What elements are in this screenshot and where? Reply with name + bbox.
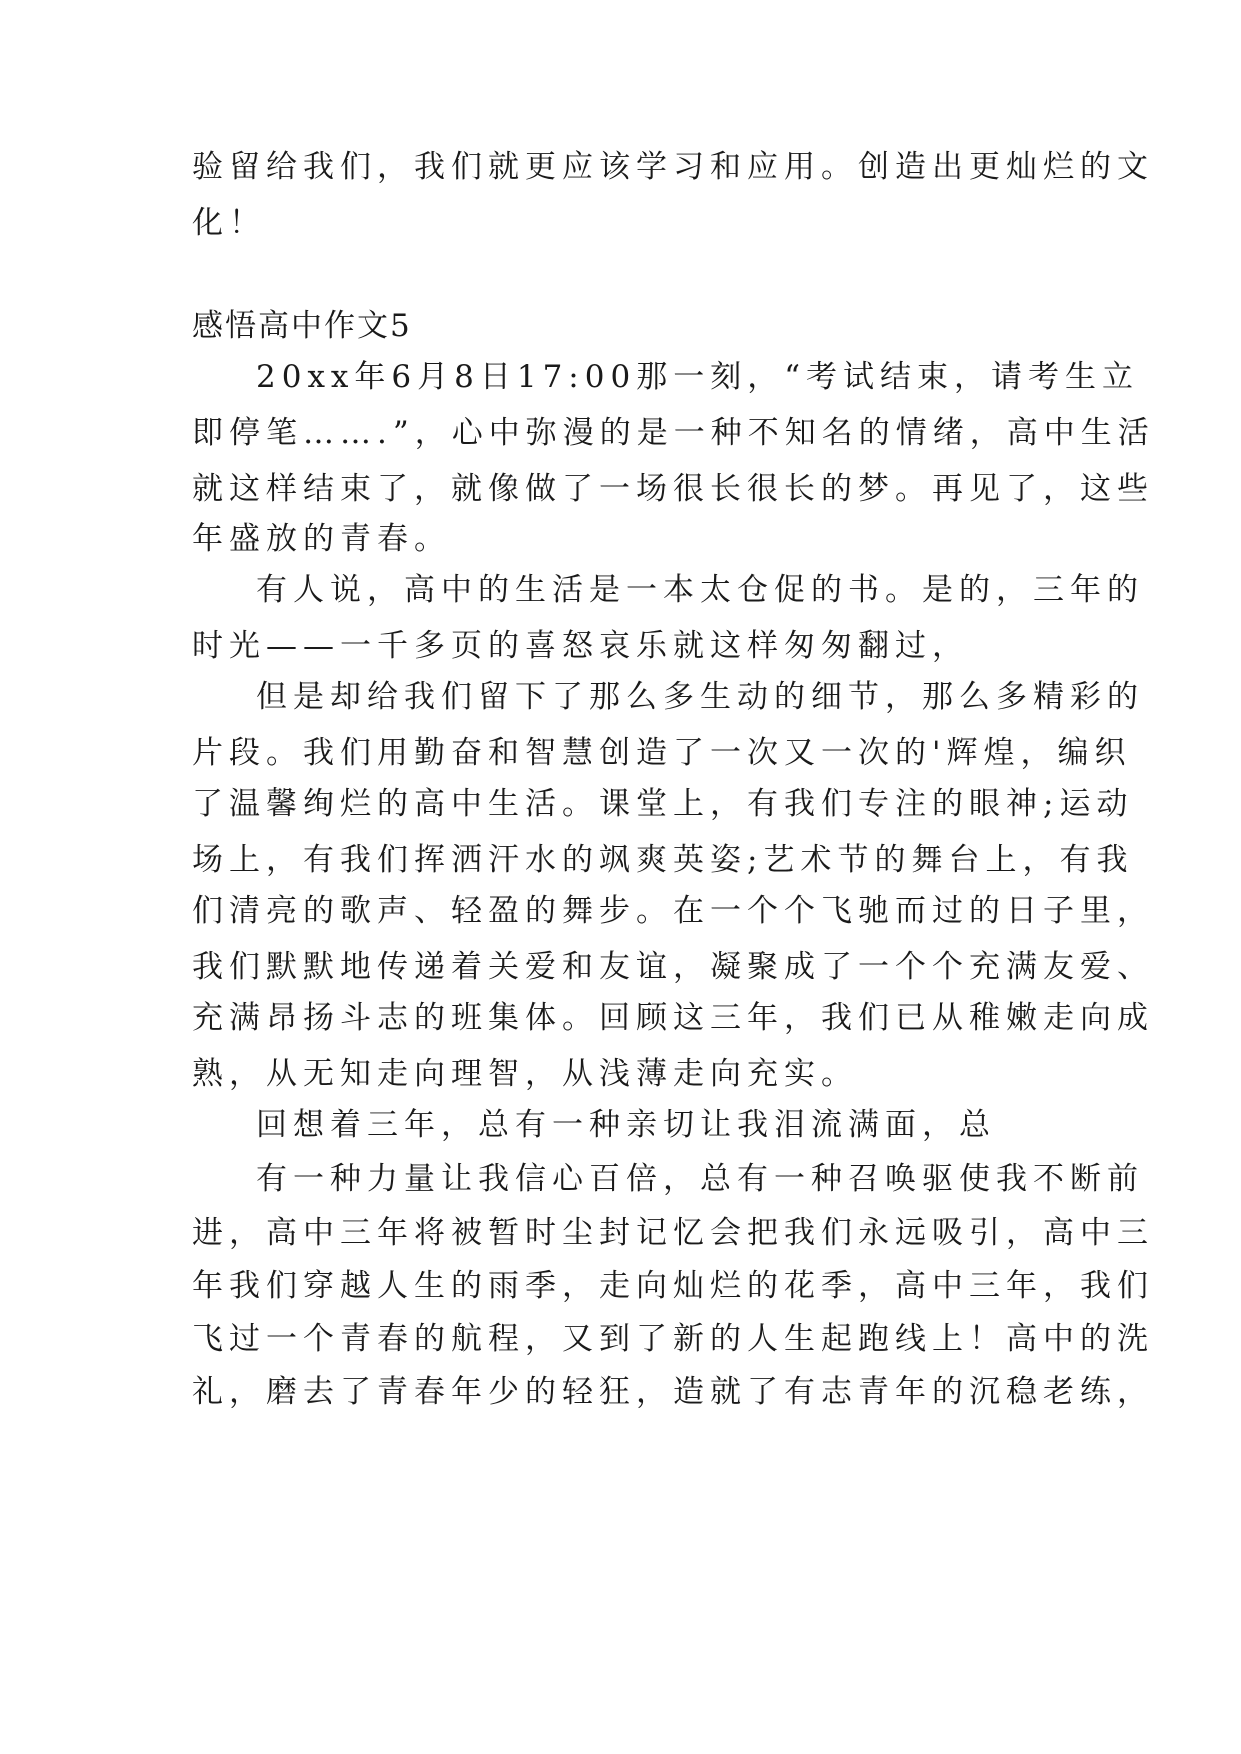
paragraph-line: 充满昂扬斗志的班集体。回顾这三年，我们已从稚嫩走向成 bbox=[192, 1000, 1154, 1036]
paragraph-line: 熟，从无知走向理智，从浅薄走向充实。 bbox=[192, 1056, 858, 1092]
paragraph-line: 我们默默地传递着关爱和友谊，凝聚成了一个个充满友爱、 bbox=[192, 949, 1154, 985]
paragraph-line: 即停笔…….”，心中弥漫的是一种不知名的情绪，高中生活 bbox=[192, 415, 1155, 451]
paragraph-line: 年我们穿越人生的雨季，走向灿烂的花季，高中三年，我们 bbox=[192, 1268, 1154, 1304]
paragraph-line: 们清亮的歌声、轻盈的舞步。在一个个飞驰而过的日子里， bbox=[192, 893, 1154, 929]
paragraph-line: 就这样结束了，就像做了一场很长很长的梦。再见了，这些 bbox=[192, 471, 1154, 507]
paragraph-line: 有一种力量让我信心百倍，总有一种召唤驱使我不断前 bbox=[256, 1161, 1144, 1197]
paragraph-line: 礼，磨去了青春年少的轻狂，造就了有志青年的沉稳老练， bbox=[192, 1374, 1154, 1410]
paragraph-line: 时光——一千多页的喜怒哀乐就这样匆匆翻过， bbox=[192, 628, 969, 664]
paragraph-line: 片段。我们用勤奋和智慧创造了一次又一次的'辉煌，编织 bbox=[192, 735, 1132, 771]
paragraph-line: 年盛放的青春。 bbox=[192, 521, 451, 557]
text-line: 验留给我们，我们就更应该学习和应用。创造出更灿烂的文 bbox=[192, 149, 1154, 185]
paragraph-line: 20xx年6月8日17:00那一刻，“考试结束，请考生立 bbox=[256, 359, 1140, 395]
section-heading: 感悟高中作文5 bbox=[192, 308, 412, 344]
paragraph-line: 飞过一个青春的航程，又到了新的人生起跑线上！高中的洗 bbox=[192, 1321, 1154, 1357]
paragraph-line: 回想着三年，总有一种亲切让我泪流满面，总 bbox=[256, 1107, 996, 1143]
paragraph-line: 有人说，高中的生活是一本太仓促的书。是的，三年的 bbox=[256, 572, 1144, 608]
text-line: 化！ bbox=[192, 205, 266, 241]
paragraph-line: 了温馨绚烂的高中生活。课堂上，有我们专注的眼神;运动 bbox=[192, 786, 1134, 822]
paragraph-line: 但是却给我们留下了那么多生动的细节，那么多精彩的 bbox=[256, 679, 1144, 715]
paragraph-line: 进，高中三年将被暂时尘封记忆会把我们永远吸引，高中三 bbox=[192, 1215, 1154, 1251]
paragraph-line: 场上，有我们挥洒汗水的飒爽英姿;艺术节的舞台上，有我 bbox=[192, 842, 1134, 878]
